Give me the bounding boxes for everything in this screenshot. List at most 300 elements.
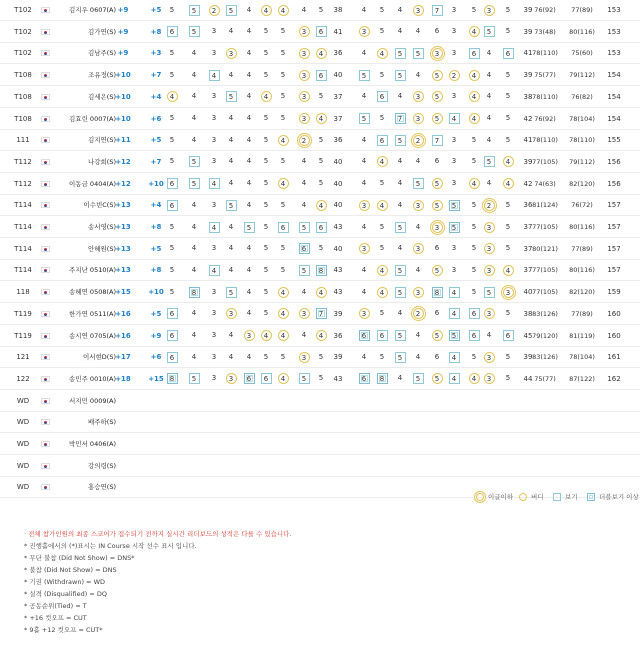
note-item: * 기권 (Withdrawn) = WD xyxy=(24,578,105,586)
hole-score-value: 3 xyxy=(413,287,424,298)
hole-score xyxy=(394,152,406,173)
hole-score-value: 4 xyxy=(361,48,367,57)
hole-score-value: 3 xyxy=(299,113,310,124)
round1-score: 78(110) xyxy=(532,92,558,101)
hole-score xyxy=(376,304,388,325)
hole-score xyxy=(277,282,289,303)
hole-score-value: 5 xyxy=(484,287,495,298)
hole-score-value: 3 xyxy=(211,352,217,361)
player-rank: WD xyxy=(16,396,30,405)
player-rank: T108 xyxy=(14,92,32,101)
hole-score xyxy=(376,109,388,130)
hole-score xyxy=(448,130,460,151)
player-name: 주지난 0510(A) xyxy=(69,266,116,275)
korea-flag-icon xyxy=(41,181,50,187)
hole-score xyxy=(188,22,200,43)
hole-score-value: 4 xyxy=(228,70,234,79)
hole-score-value: 3 xyxy=(211,92,217,101)
hole-score xyxy=(208,195,220,216)
hole-score-value: 5 xyxy=(471,157,477,166)
total-score: 157 xyxy=(607,266,621,275)
player-name: 이동금 0404(A) xyxy=(69,179,116,188)
hole-score xyxy=(166,369,178,390)
hole-score-value: 5 xyxy=(169,5,175,14)
hole-score-value: 5 xyxy=(395,330,406,341)
hole-score xyxy=(376,282,388,303)
hole-score xyxy=(225,43,237,64)
hole-score-value: 4 xyxy=(246,5,252,14)
hole-score-value: 6 xyxy=(377,135,388,146)
hole-score xyxy=(431,22,443,43)
hole-score-value: 3 xyxy=(211,309,217,318)
total-score: 155 xyxy=(607,136,621,145)
hole-score xyxy=(431,152,443,173)
hole-score-value: 6 xyxy=(434,309,440,318)
hole-score-value: 3 xyxy=(503,287,514,298)
hole-score xyxy=(243,347,255,368)
hole-score xyxy=(358,65,370,86)
round2-score: 82(120) xyxy=(569,288,595,297)
hole-score-value: 5 xyxy=(189,5,200,16)
player-row[interactable] xyxy=(0,326,640,347)
round1-score: 83(126) xyxy=(532,309,558,318)
hole-score xyxy=(208,87,220,108)
player-row[interactable] xyxy=(0,43,640,64)
round1-score: 77(105) xyxy=(532,223,558,231)
total-score: 162 xyxy=(607,374,621,383)
round-to-par: +7 xyxy=(150,71,162,80)
hole-score-value: 4 xyxy=(191,48,197,57)
player-rank: T102 xyxy=(14,27,32,36)
hole-score xyxy=(188,87,200,108)
hole-score xyxy=(243,282,255,303)
total-score xyxy=(605,412,623,433)
hole-score-value: 5 xyxy=(244,222,255,233)
round-to-par: +4 xyxy=(150,201,162,210)
hole-score xyxy=(208,109,220,130)
in-total: 42 xyxy=(523,179,533,188)
hole-score-value: 6 xyxy=(316,222,327,233)
hole-score xyxy=(166,65,178,86)
hole-score xyxy=(358,369,370,390)
hole-score-value: 4 xyxy=(191,92,197,101)
player-rank: T108 xyxy=(14,71,32,80)
hole-score-value: 4 xyxy=(278,5,289,16)
hole-score-value: 4 xyxy=(261,330,272,341)
hole-score-value: 4 xyxy=(316,113,327,124)
round-to-par: +5 xyxy=(150,244,162,253)
hole-score-value: 5 xyxy=(280,352,286,361)
out-total: 40 xyxy=(333,157,343,166)
out-total: 36 xyxy=(333,331,343,340)
hole-score-value: 5 xyxy=(379,179,385,188)
hole-score xyxy=(448,326,460,347)
round1-score: 74(63) xyxy=(534,179,556,188)
hole-score-value: 5 xyxy=(263,200,269,209)
hole-score-value: 5 xyxy=(432,178,443,189)
hole-score-value: 4 xyxy=(209,70,220,81)
hole-score-value: 4 xyxy=(415,331,421,339)
hole-score-value: 4 xyxy=(397,27,403,36)
hole-score xyxy=(468,152,480,173)
player-name: 김세은(S) xyxy=(87,92,116,101)
hole-score xyxy=(188,43,200,64)
out-total: 43 xyxy=(333,223,343,231)
hole-score-value: 5 xyxy=(226,200,237,211)
round-to-par: +5 xyxy=(150,309,162,318)
hole-score xyxy=(225,369,237,390)
hole-score xyxy=(277,0,289,21)
hole-score-value: 3 xyxy=(451,135,457,144)
player-row[interactable] xyxy=(0,109,640,130)
hole-score-value: 5 xyxy=(379,27,385,36)
player-row[interactable] xyxy=(0,195,640,216)
hole-score-value: 5 xyxy=(280,70,286,79)
hole-score xyxy=(188,347,200,368)
hole-score-value: 5 xyxy=(169,70,175,79)
player-row[interactable] xyxy=(0,260,640,281)
hole-score-value: 3 xyxy=(451,157,457,166)
player-row[interactable] xyxy=(0,347,640,368)
hole-score xyxy=(502,65,514,86)
player-row[interactable] xyxy=(0,304,640,325)
hole-score-value: 5 xyxy=(263,352,269,361)
hole-score xyxy=(243,152,255,173)
player-row[interactable] xyxy=(0,217,640,238)
hole-score xyxy=(502,347,514,368)
hole-score-value: 4 xyxy=(246,157,252,166)
player-name: 김남주(S) xyxy=(87,49,116,58)
hole-score xyxy=(277,130,289,151)
total-to-par xyxy=(110,434,136,455)
player-row[interactable] xyxy=(0,282,640,303)
player-row[interactable] xyxy=(0,65,640,86)
hole-score xyxy=(448,0,460,21)
hole-score xyxy=(315,347,327,368)
hole-score xyxy=(502,174,514,195)
hole-score xyxy=(376,0,388,21)
note-item: * 실격 (Disqualified) = DQ xyxy=(24,590,107,598)
hole-score xyxy=(412,22,424,43)
hole-score xyxy=(431,304,443,325)
hole-score xyxy=(298,130,310,151)
total-score xyxy=(605,434,623,455)
hole-score-value: 5 xyxy=(471,287,477,296)
hole-score-value: 4 xyxy=(228,179,234,188)
hole-score xyxy=(376,43,388,64)
hole-score xyxy=(188,174,200,195)
hole-score xyxy=(448,109,460,130)
hole-score-value: 7 xyxy=(432,5,443,16)
hole-score xyxy=(315,174,327,195)
out-total: 43 xyxy=(333,374,343,383)
hole-score-value: 4 xyxy=(246,135,252,144)
out-total: 40 xyxy=(333,179,343,188)
player-rank: T114 xyxy=(14,201,32,210)
in-total: 45 xyxy=(523,331,533,340)
hole-score-value: 5 xyxy=(263,265,269,274)
hole-score xyxy=(166,130,178,151)
double-square-icon xyxy=(587,493,595,501)
hole-score xyxy=(277,109,289,130)
player-row[interactable] xyxy=(0,456,640,477)
hole-score-value: 6 xyxy=(167,178,178,189)
hole-score-value: 4 xyxy=(397,5,403,14)
hole-score xyxy=(260,260,272,281)
hole-score xyxy=(225,109,237,130)
hole-score-value: 5 xyxy=(169,157,175,166)
out-total: 37 xyxy=(333,92,343,101)
hole-score xyxy=(298,174,310,195)
hole-score-value: 4 xyxy=(209,178,220,189)
hole-score-value: 3 xyxy=(451,265,457,274)
out-total xyxy=(328,456,348,477)
in-total: 41 xyxy=(523,49,533,58)
korea-flag-icon xyxy=(41,289,50,295)
player-row[interactable] xyxy=(0,369,640,390)
hole-score-value: 6 xyxy=(316,26,327,37)
hole-score-value: 5 xyxy=(505,374,511,383)
hole-score xyxy=(483,0,495,21)
player-row[interactable] xyxy=(0,22,640,43)
hole-score-value: 3 xyxy=(359,243,370,254)
hole-score xyxy=(188,152,200,173)
hole-score xyxy=(431,217,443,238)
player-row[interactable] xyxy=(0,130,640,151)
hole-score xyxy=(166,217,178,238)
round2-score: 79(112) xyxy=(569,157,595,166)
hole-score xyxy=(431,0,443,21)
hole-score xyxy=(502,239,514,260)
hole-score xyxy=(468,304,480,325)
hole-score-value: 4 xyxy=(261,91,272,102)
hole-score xyxy=(277,347,289,368)
player-row[interactable] xyxy=(0,152,640,173)
hole-score-value: 4 xyxy=(503,156,514,167)
hole-score-value: 4 xyxy=(415,70,421,79)
round2-score: 80(116) xyxy=(569,223,595,231)
hole-score xyxy=(358,260,370,281)
note-item: * 불참 (Did Not Show) = DNS xyxy=(24,566,117,574)
player-row[interactable] xyxy=(0,87,640,108)
hole-score xyxy=(243,369,255,390)
hole-score xyxy=(208,326,220,347)
hole-score-value: 4 xyxy=(278,287,289,298)
hole-score-value: 3 xyxy=(211,48,217,57)
hole-score-value: 6 xyxy=(434,27,440,36)
hole-score-value: 5 xyxy=(432,91,443,102)
hole-score-value: 4 xyxy=(191,114,197,122)
player-row[interactable] xyxy=(0,239,640,260)
hole-score-value: 4 xyxy=(301,331,307,339)
hole-score-value: 5 xyxy=(189,178,200,189)
hole-score-value: 5 xyxy=(505,244,511,253)
hole-score xyxy=(166,43,178,64)
player-row[interactable] xyxy=(0,434,640,455)
hole-score xyxy=(394,130,406,151)
round-to-par xyxy=(143,456,169,477)
hole-score-value: 4 xyxy=(449,113,460,124)
hole-score xyxy=(394,217,406,238)
player-name: 송시연 0705(A) xyxy=(69,331,116,340)
hole-score xyxy=(448,174,460,195)
hole-score xyxy=(394,174,406,195)
hole-score xyxy=(431,109,443,130)
hole-score-value: 6 xyxy=(469,330,480,341)
hole-score-value: 4 xyxy=(191,352,197,361)
total-to-par xyxy=(110,391,136,412)
hole-score-value: 6 xyxy=(377,330,388,341)
hole-score xyxy=(502,22,514,43)
hole-score-value: 3 xyxy=(211,114,217,122)
hole-score xyxy=(448,65,460,86)
hole-score-value: 5 xyxy=(505,352,511,361)
hole-score-value: 4 xyxy=(486,331,492,339)
in-total: 37 xyxy=(523,266,533,275)
hole-score-value: 5 xyxy=(379,244,385,253)
hole-score xyxy=(468,43,480,64)
hole-score-value: 5 xyxy=(395,352,406,363)
in-total: 39 xyxy=(523,27,533,36)
hole-score xyxy=(468,282,480,303)
hole-score xyxy=(394,0,406,21)
hole-score-value: 5 xyxy=(263,222,269,231)
hole-score-value: 4 xyxy=(361,5,367,14)
player-name: 이수빈C(S) xyxy=(83,201,116,210)
hole-score xyxy=(376,87,388,108)
hole-score-value: 3 xyxy=(413,243,424,254)
hole-score xyxy=(260,22,272,43)
round2-score: 82(120) xyxy=(569,179,595,188)
hole-score-value: 5 xyxy=(432,330,443,341)
round2-score: 78(110) xyxy=(569,136,595,145)
hole-score-value: 5 xyxy=(413,178,424,189)
hole-score xyxy=(277,239,289,260)
out-total: 36 xyxy=(333,49,343,58)
player-rank: T114 xyxy=(14,244,32,253)
in-total: 41 xyxy=(523,136,533,145)
hole-score xyxy=(260,152,272,173)
hole-score xyxy=(431,282,443,303)
hole-score-value: 5 xyxy=(432,113,443,124)
hole-score xyxy=(483,326,495,347)
hole-score xyxy=(225,0,237,21)
hole-score-value: 3 xyxy=(359,26,370,37)
hole-score-value: 6 xyxy=(434,352,440,361)
hole-score xyxy=(376,152,388,173)
hole-score xyxy=(483,22,495,43)
hole-score xyxy=(502,87,514,108)
player-row[interactable] xyxy=(0,412,640,433)
score-legend xyxy=(0,489,640,505)
hole-score xyxy=(431,239,443,260)
hole-score xyxy=(358,304,370,325)
round1-score: 80(121) xyxy=(532,244,558,253)
total-to-par xyxy=(110,412,136,433)
hole-score xyxy=(358,109,370,130)
korea-flag-icon xyxy=(41,311,50,317)
hole-score xyxy=(208,152,220,173)
total-to-par: +11 xyxy=(115,136,131,145)
hole-score xyxy=(166,282,178,303)
hole-score xyxy=(448,22,460,43)
round-to-par: +3 xyxy=(150,49,162,58)
hole-score xyxy=(277,195,289,216)
hole-score xyxy=(208,369,220,390)
korea-flag-icon xyxy=(41,354,50,360)
hole-score-value: 4 xyxy=(301,5,307,14)
hole-score-value: 4 xyxy=(415,27,421,36)
round-to-par: +15 xyxy=(148,374,164,383)
hole-score xyxy=(260,0,272,21)
round2-score xyxy=(564,456,600,477)
total-score xyxy=(605,391,623,412)
hole-score-value: 4 xyxy=(246,352,252,361)
hole-score-value: 4 xyxy=(246,265,252,274)
hole-score-value: 2 xyxy=(484,200,495,211)
hole-score xyxy=(188,326,200,347)
round1-score: 77(105) xyxy=(532,266,558,275)
round-to-par: +9 xyxy=(150,331,162,340)
hole-score-value: 5 xyxy=(226,287,237,298)
hole-score-value: 6 xyxy=(167,200,178,211)
hole-score-value: 6 xyxy=(261,373,272,384)
hole-score xyxy=(483,43,495,64)
hole-score-value: 5 xyxy=(413,48,424,59)
round2-score: 78(104) xyxy=(569,353,595,362)
round1-score: 73(48) xyxy=(534,27,556,36)
player-row[interactable] xyxy=(0,0,640,21)
hole-score-value: 4 xyxy=(486,48,492,57)
out-total: 40 xyxy=(333,244,343,253)
player-row[interactable] xyxy=(0,391,640,412)
hole-score xyxy=(166,347,178,368)
player-name: 김효린 0007(A) xyxy=(69,114,116,123)
round1-score xyxy=(527,391,563,412)
hole-score xyxy=(468,195,480,216)
total-score: 154 xyxy=(607,92,621,101)
hole-score-value: 3 xyxy=(413,91,424,102)
hole-score xyxy=(431,130,443,151)
player-name: 한가연 0511(A) xyxy=(69,309,116,318)
hole-score-value: 4 xyxy=(397,179,403,188)
hole-score-value: 4 xyxy=(469,113,480,124)
korea-flag-icon xyxy=(41,94,50,100)
hole-score-value: 5 xyxy=(169,48,175,57)
hole-score xyxy=(448,152,460,173)
hole-score xyxy=(412,282,424,303)
player-name: 송서영(S) xyxy=(87,223,116,231)
hole-score-value: 4 xyxy=(191,135,197,144)
korea-flag-icon xyxy=(41,202,50,208)
hole-score xyxy=(483,369,495,390)
in-total: 36 xyxy=(523,201,533,210)
hole-score xyxy=(448,195,460,216)
round2-score: 79(112) xyxy=(569,71,595,80)
player-row[interactable] xyxy=(0,174,640,195)
hole-score xyxy=(315,130,327,151)
hole-score-value: 4 xyxy=(228,27,234,36)
out-total: 40 xyxy=(333,71,343,80)
hole-score xyxy=(208,174,220,195)
in-total: 39 xyxy=(523,71,533,80)
hole-score xyxy=(188,65,200,86)
hole-score xyxy=(468,0,480,21)
hole-score xyxy=(298,152,310,173)
hole-score-value: 7 xyxy=(395,113,406,124)
hole-score-value: 3 xyxy=(211,287,217,296)
notes-warning: · 전체 참가인원의 최종 스코어가 접수되기 전까지 실시간 리더보드의 성적은 다를 수 있습니다. xyxy=(24,530,292,538)
